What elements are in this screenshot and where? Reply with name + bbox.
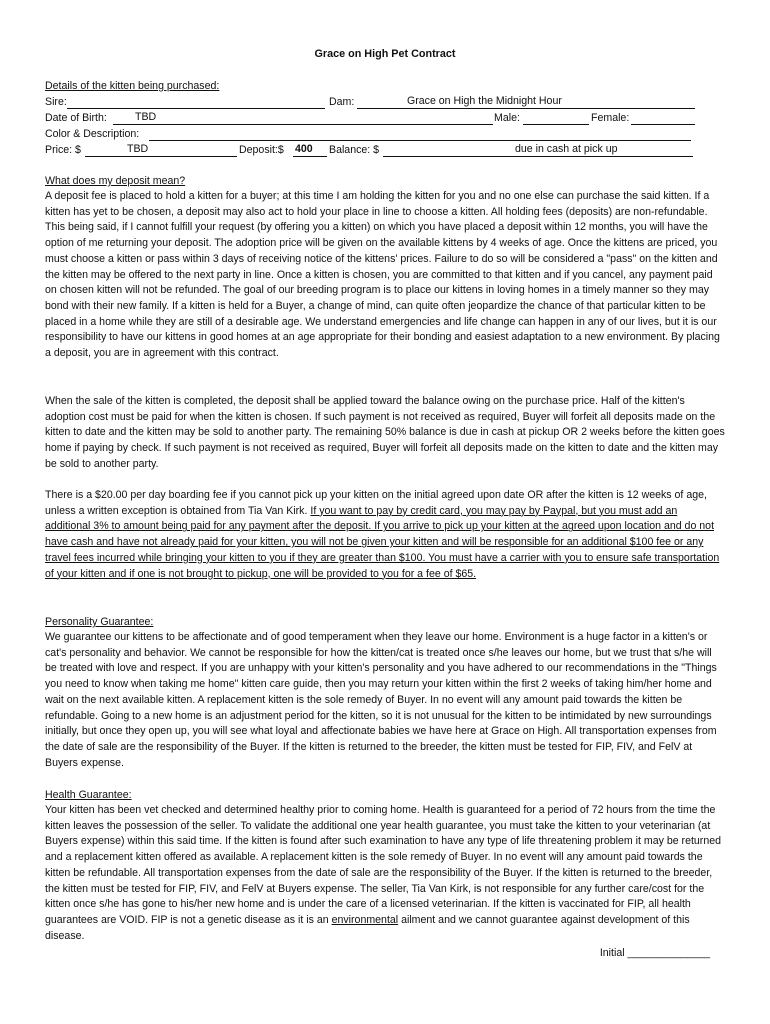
initial-field[interactable]: Initial ______________ — [599, 947, 710, 959]
boarding-fee-text: There is a $20.00 per day boarding fee if you cannot pick up your kitten on the initial agreed upon date OR after the kitten is 12 weeks of age, unless a written exception is obtained from Tia Van Kirk. — [45, 489, 707, 517]
female-field[interactable] — [631, 111, 695, 125]
dam-label: Dam: — [329, 96, 355, 108]
deposit-paragraph-1 — [45, 189, 725, 362]
male-label: Male: — [494, 112, 520, 124]
health-environmental: environmental — [331, 913, 399, 926]
deposit-label: Deposit:$ — [239, 144, 284, 156]
details-heading: Details of the kitten being purchased: — [45, 80, 220, 92]
deposit-paragraph-2 — [45, 394, 725, 473]
deposit-paragraph-3 — [45, 488, 725, 582]
health-paragraph — [45, 803, 725, 944]
price-label: Price: $ — [45, 144, 81, 156]
male-field[interactable] — [523, 111, 589, 125]
balance-field[interactable] — [383, 143, 693, 157]
deposit-heading: What does my deposit mean? — [45, 175, 186, 187]
contract-title: Grace on High Pet Contract — [314, 48, 456, 60]
color-label: Color & Description: — [45, 128, 140, 140]
balance-label: Balance: $ — [329, 144, 380, 156]
sire-label: Sire: — [45, 96, 67, 108]
payment-terms-text: If you want to pay by credit card, you may pay by Paypal, but you must add an additional 3% to amount being paid for any payment after the deposit. If you arrive to pick up your kitten at the agreed upon location and do not have cash and have not already paid for your kitten, you will not be given your kitten and will be responsible for an additional $100 fee or any travel fees incurred while bringing your kitten to you if they are greater than $100. You must have a carrier with you to ensure safe transportation of your kitten and if one is not brought to pickup, one will be provided to you for a fee of $65. — [45, 504, 720, 580]
deposit-value: 400 — [295, 143, 313, 155]
personality-paragraph — [45, 630, 725, 771]
personality-heading: Personality Guarantee: — [45, 616, 154, 628]
dam-value: Grace on High the Midnight Hour — [407, 95, 562, 107]
balance-value: due in cash at pick up — [515, 143, 618, 155]
health-heading: Health Guarantee: — [45, 789, 132, 801]
personality-text: We guarantee our kittens to be affectionate and of good temperament when they leave our home. Environment is a huge factor in a kitten's or cat's personality and behavior. We cannot be responsible for how the kitten/cat is treated once s/he leaves our home, but we trust that s/he will be treated with love and respect. If you are unhappy with your kitten's personality and you have adhered to our recommendations in the "Things you need to know when taking me home" kitten care guide, then you may return your kitten within the first 2 weeks of taking him/her home and wait on the next available kitten. A replacement kitten is the sole remedy of Buyer. In no event will any amount paid towards the kitten be refundable. Going to a new home is an adjustment period for the kitten, so it is not unusual for the kitten to be intimidated by new surroundings initially, but once they open up, you will see what loyal and affectionate babies we have here at Grace on High. All transportation expenses from the date of sale are the responsibility of the Buyer. If the kitten is returned to the breeder, the kitten must be tested for FIP, FIV, and FelV at Buyers expense. — [45, 631, 717, 769]
female-label: Female: — [591, 112, 630, 124]
price-value: TBD — [127, 143, 149, 155]
dob-label: Date of Birth: — [45, 112, 107, 124]
health-text: Your kitten has been vet checked and determined healthy prior to coming home. Health is guaranteed for a period of 72 hours from the time the kitten leaves the possession of the seller. To validate the additional one year health guarantee, you must take the kitten to your veterinarian (at Buyers expense) within this said time. If the kitten is found after such examination to have any type of life threatening problem it may be returned and a replacement kitten offered as available. A replacement kitten is the sole remedy of Buyer. In no event will any amount paid towards the kitten be refundable. All transportation expenses from the date of sale are the responsibility of the Buyer. If the kitten is returned to the breeder, the kitten must be tested for FIP, FIV, and FelV at Buyers expense. The seller, Tia Van Kirk, is not responsible for any further care/cost for the kitten once s/he has gone to his/her new home and is under the care of a licensed veterinarian. If the kitten is vaccinated for FIP, all health guarantees are VOID. FIP is not a genetic disease as it is an — [45, 804, 722, 926]
dob-field[interactable] — [113, 111, 493, 125]
deposit-p1-text: A deposit fee is placed to hold a kitten for a buyer; at this time I am holding the kitten for you and no one else can purchase the said kitten. If a kitten has yet to be chosen, a deposit may also act to hold your place in line to choose a kitten. All holding fees (deposits) are non-refundable. This being said, if I cannot fulfill your request (by offering you a kitten) on which you have placed a deposit within 12 months, you will have the option of me returning your deposit. The adoption price will be given on the available kittens by 4 weeks of age. Once the kittens are priced, you must choose a kitten or pass within 3 days of receiving notice of the kittens' prices. Failure to do so will be considered a "pass" on the kitten and the kitten may be offered to the next party in line. Once a kitten is chosen, you are committed to that kitten and if you cancel, any payment paid on chosen kitten will not be refunded. The goal of our breeding program is to place our kittens in loving homes in a timely manner so they may bond with their new family. If a kitten is held for a Buyer, a change of mind, can quite often jeopardize the chance of that particular kitten to be placed in a home while they are still of a desirable age. We understand emergencies and life change can happen in any of our lives, but it is our responsibility to have our kittens in good homes at an age appropriate for their bonding and easiest adaptation to a new environment. By placing a deposit, you are in agreement with this contract. — [45, 190, 720, 360]
price-field[interactable] — [85, 143, 237, 157]
dob-value: TBD — [135, 111, 157, 123]
color-field[interactable] — [149, 127, 691, 141]
sire-field[interactable] — [67, 95, 325, 109]
health-text-end: ailment and we cannot guarantee against development of this disease. — [45, 913, 690, 942]
dam-field[interactable] — [357, 95, 695, 109]
deposit-field[interactable] — [293, 143, 327, 157]
deposit-p2-text: When the sale of the kitten is completed, the deposit shall be applied toward the balance owing on the purchase price. Half of the kitten's adoption cost must be paid for when the kitten is chosen. If such payment is not received as required, Buyer will forfeit all deposits made on the kitten to date and the kitten may be sold to another party. The remaining 50% balance is due in cash at pickup OR 2 weeks before the kitten goes home if paying by check. If such payment is not received as required, Buyer will forfeit all deposits made on the kitten to date and the kitten may be sold to another party. — [45, 395, 725, 470]
